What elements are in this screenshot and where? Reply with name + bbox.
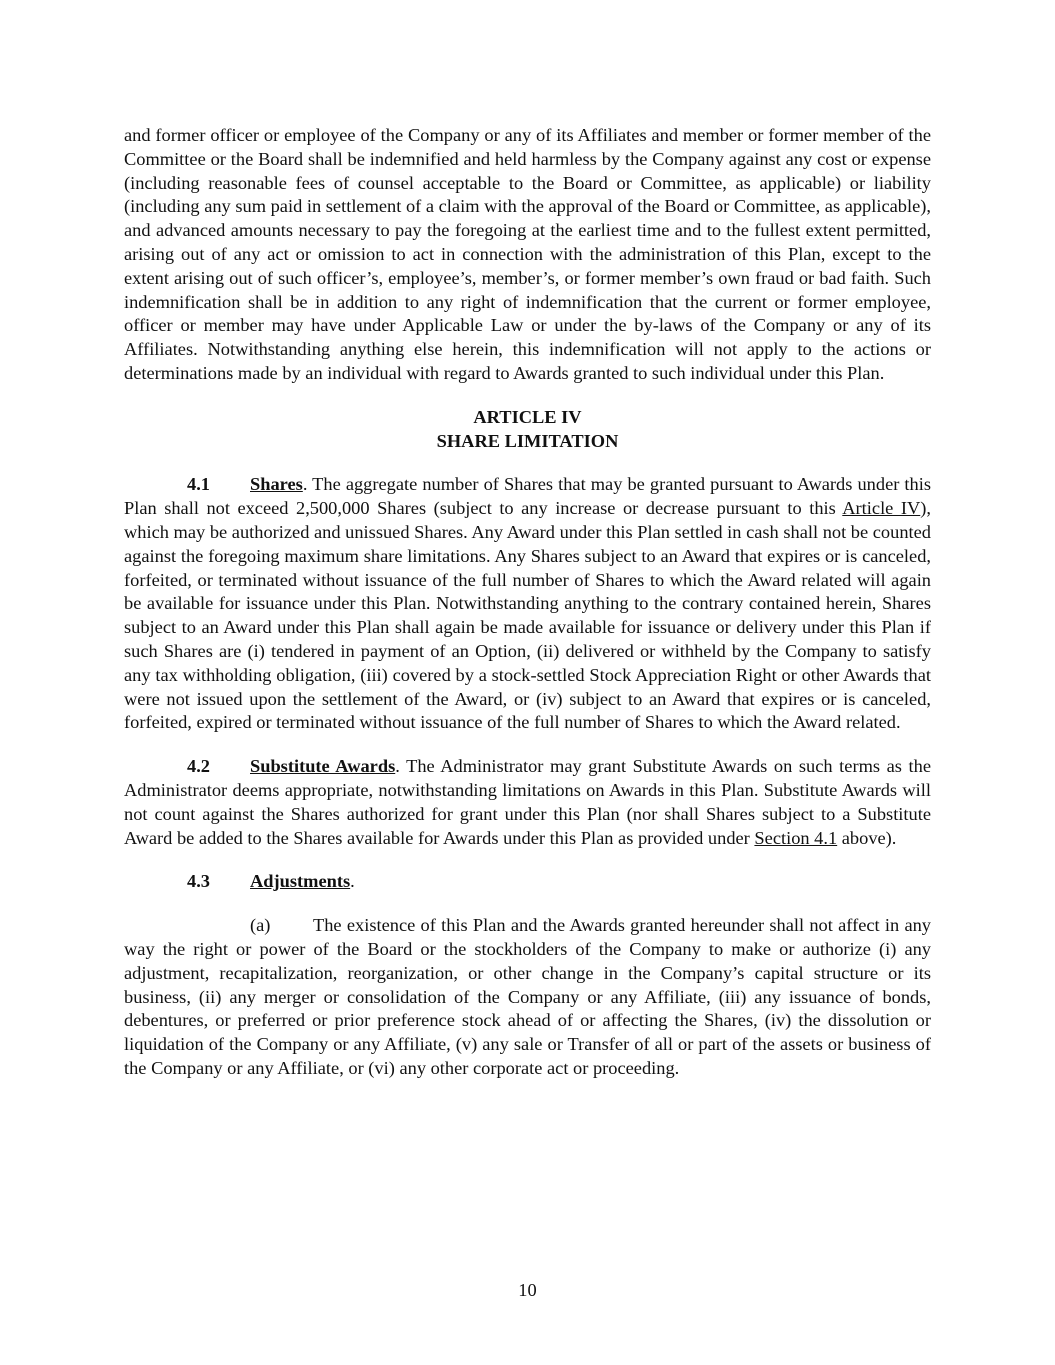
section-4-2-text-b: above). — [837, 827, 897, 848]
article-iv-reference: Article IV — [842, 498, 921, 519]
section-4-1-number: 4.1 — [187, 474, 210, 495]
section-4-1-text-b: ), which may be authorized and unissued Shares. Any Award under this Plan settled in cash shall not be counted against the foregoing maximum share limitations. Any Shares subject to an Award that expires or is canceled, forfeited, or terminated without issuance of the full number of Shares to which the Award related will again be available for issuance under this Plan. Notwithstanding anything to the contrary contained herein, Shares subject to an Award under this Plan shall again be made available for issuance or delivery under this Plan if such Shares are (i) tendered in payment of an Option, (ii) delivered or withheld by the Company to satisfy any tax withholding obligation, (iii) covered by a stock-settled Stock Appreciation Right or other Awards that were not issued upon the settlement of the Award, or (iv) subject to an Award that expires or is canceled, forfeited, expired or terminated without issuance of the full number of Shares to which the Award related. — [124, 498, 931, 733]
section-4-1-reference: Section 4.1 — [754, 827, 838, 848]
section-4-2-number: 4.2 — [187, 756, 210, 777]
document-page — [124, 124, 931, 1081]
section-4-3-heading: Adjustments — [250, 871, 351, 892]
section-4-2-paragraph — [124, 755, 931, 850]
article-number: ARTICLE IV — [473, 406, 582, 427]
page-number: 10 — [518, 1280, 537, 1300]
section-4-3-period: . — [350, 871, 355, 892]
section-4-3-a-text: The existence of this Plan and the Awards granted hereunder shall not affect in any way the right or power of the Board or the stockholders of the Company to make or authorize (i) any adjustment, recapitalization, reorganization, or other change in the Company’s capital structure or its business, (ii) any merger or consolidation of the Company or any Affiliate, (iii) any issuance of bonds, debentures, or preferred or prior preference stock ahead of or affecting the Shares, (iv) the dissolution or liquidation of the Company or any Affiliate, (v) any sale or Transfer of all or part of the assets or business of the Company or any Affiliate, or (vi) any other corporate act or proceeding. — [124, 915, 931, 1078]
article-title: SHARE LIMITATION — [436, 430, 619, 451]
section-4-2-heading: Substitute Awards — [250, 756, 396, 777]
section-4-1-paragraph — [124, 473, 931, 735]
section-4-1-text-a: . The aggregate number of Shares that may be granted pursuant to Awards under this Plan shall not exceed 2,500,000 Shares (subject to any increase or decrease pursuant to this — [124, 474, 931, 519]
section-4-3-a-label: (a) — [250, 915, 271, 936]
section-4-3-heading-line — [124, 870, 931, 894]
section-4-3-a-paragraph — [124, 914, 931, 1081]
section-4-3-number: 4.3 — [187, 871, 210, 892]
section-4-2-text-a: . The Administrator may grant Substitute Awards on such terms as the Administrator deems appropriate, notwithstanding limitations on Awards in this Plan. Substitute Awards will not count against the Shares authorized for grant under this Plan (nor shall Shares subject to a Substitute Award be added to the Shares available for Awards under this Plan as provided under — [124, 756, 931, 848]
intro-paragraph: and former officer or employee of the Company or any of its Affiliates and member or former member of the Committee or the Board shall be indemnified and held harmless by the Company against any cost or expense (including reasonable fees of counsel acceptable to the Board or Committee, as applicable) or liability (including any sum paid in settlement of a claim with the approval of the Board or Committee, as applicable), and advanced amounts necessary to pay the foregoing at the earliest time and to the fullest extent permitted, arising out of any act or omission to act in connection with the administration of this Plan, except to the extent arising out of such officer’s, employee’s, member’s, or former member’s own fraud or bad faith. Such indemnification shall be in addition to any right of indemnification that the current or former employee, officer or member may have under Applicable Law or under the by-laws of the Company or any of its Affiliates. Notwithstanding anything else herein, this indemnification will not apply to the actions or determinations made by an individual with regard to Awards granted to such individual under this Plan. — [124, 125, 931, 383]
section-4-1-heading: Shares — [250, 474, 303, 495]
